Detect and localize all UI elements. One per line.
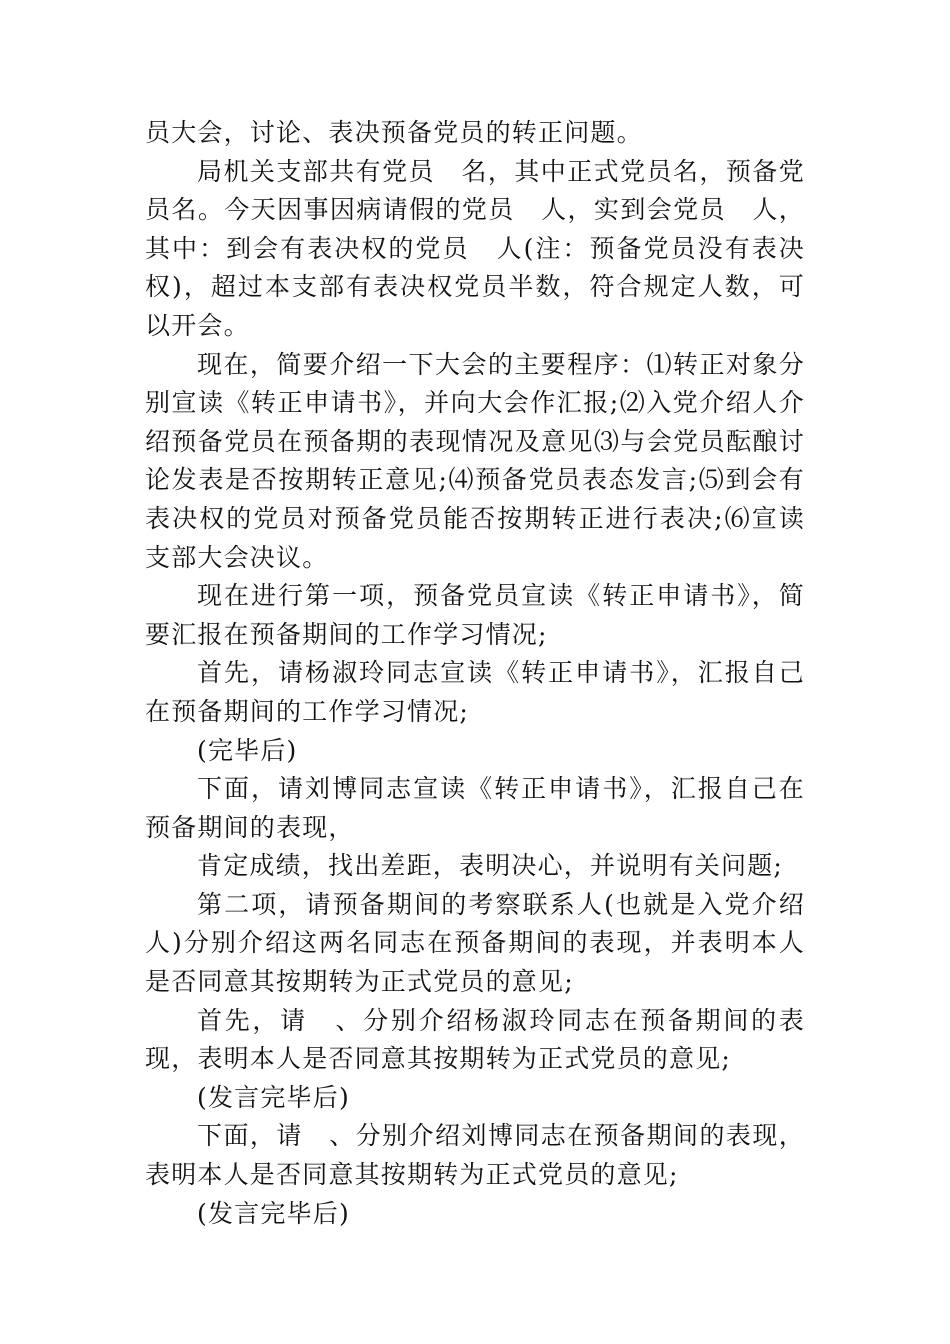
paragraph-3: 现在，简要介绍一下大会的主要程序：⑴转正对象分别宣读《转正申请书》，并向大会作汇报;⑵入党介绍人介绍预备党员在预备期的表现情况及意见⑶与会党员酝酿讨论发表是否按期转正意见;⑷预备党员表态发言;⑸到会有表决权的党员对预备党员能否按期转正进行表决;⑹宣读支部大会决议。 xyxy=(145,349,805,572)
document-body xyxy=(145,114,805,1233)
paragraph-11: (发言完毕后) xyxy=(197,1082,350,1112)
paragraph-5: 首先，请杨淑玲同志宣读《转正申请书》，汇报自己在预备期间的工作学习情况; xyxy=(145,658,805,726)
paragraph-8: 肯定成绩，找出差距，表明决心，并说明有关问题; xyxy=(197,851,784,881)
paragraph-13: (发言完毕后) xyxy=(197,1198,350,1228)
paragraph-12: 下面，请 、分别介绍刘博同志在预备期间的表现，表明本人是否同意其按期转为正式党员的意见; xyxy=(145,1121,805,1190)
paragraph-9: 第二项，请预备期间的考察联系人(也就是入党介绍人)分别介绍这两名同志在预备期间的表现，并表明本人是否同意其按期转为正式党员的意见; xyxy=(145,889,805,997)
paragraph-1: 员大会，讨论、表决预备党员的转正问题。 xyxy=(145,118,643,147)
paragraph-6: (完毕后) xyxy=(197,735,298,765)
paragraph-7: 下面，请刘博同志宣读《转正申请书》，汇报自己在预备期间的表现， xyxy=(145,774,805,842)
paragraph-2: 局机关支部共有党员 名，其中正式党员名，预备党员名。今天因事因病请假的党员 人，实到会党员 人，其中：到会有表决权的党员 人(注：预备党员没有表决权)，超过本支部有表决权党员半数，符合规定人数，可以开会。 xyxy=(145,156,805,340)
paragraph-4: 现在进行第一项，预备党员宣读《转正申请书》，简要汇报在预备期间的工作学习情况; xyxy=(145,581,805,649)
paragraph-10: 首先，请 、分别介绍杨淑玲同志在预备期间的表现，表明本人是否同意其按期转为正式党员的意见; xyxy=(145,1005,805,1074)
